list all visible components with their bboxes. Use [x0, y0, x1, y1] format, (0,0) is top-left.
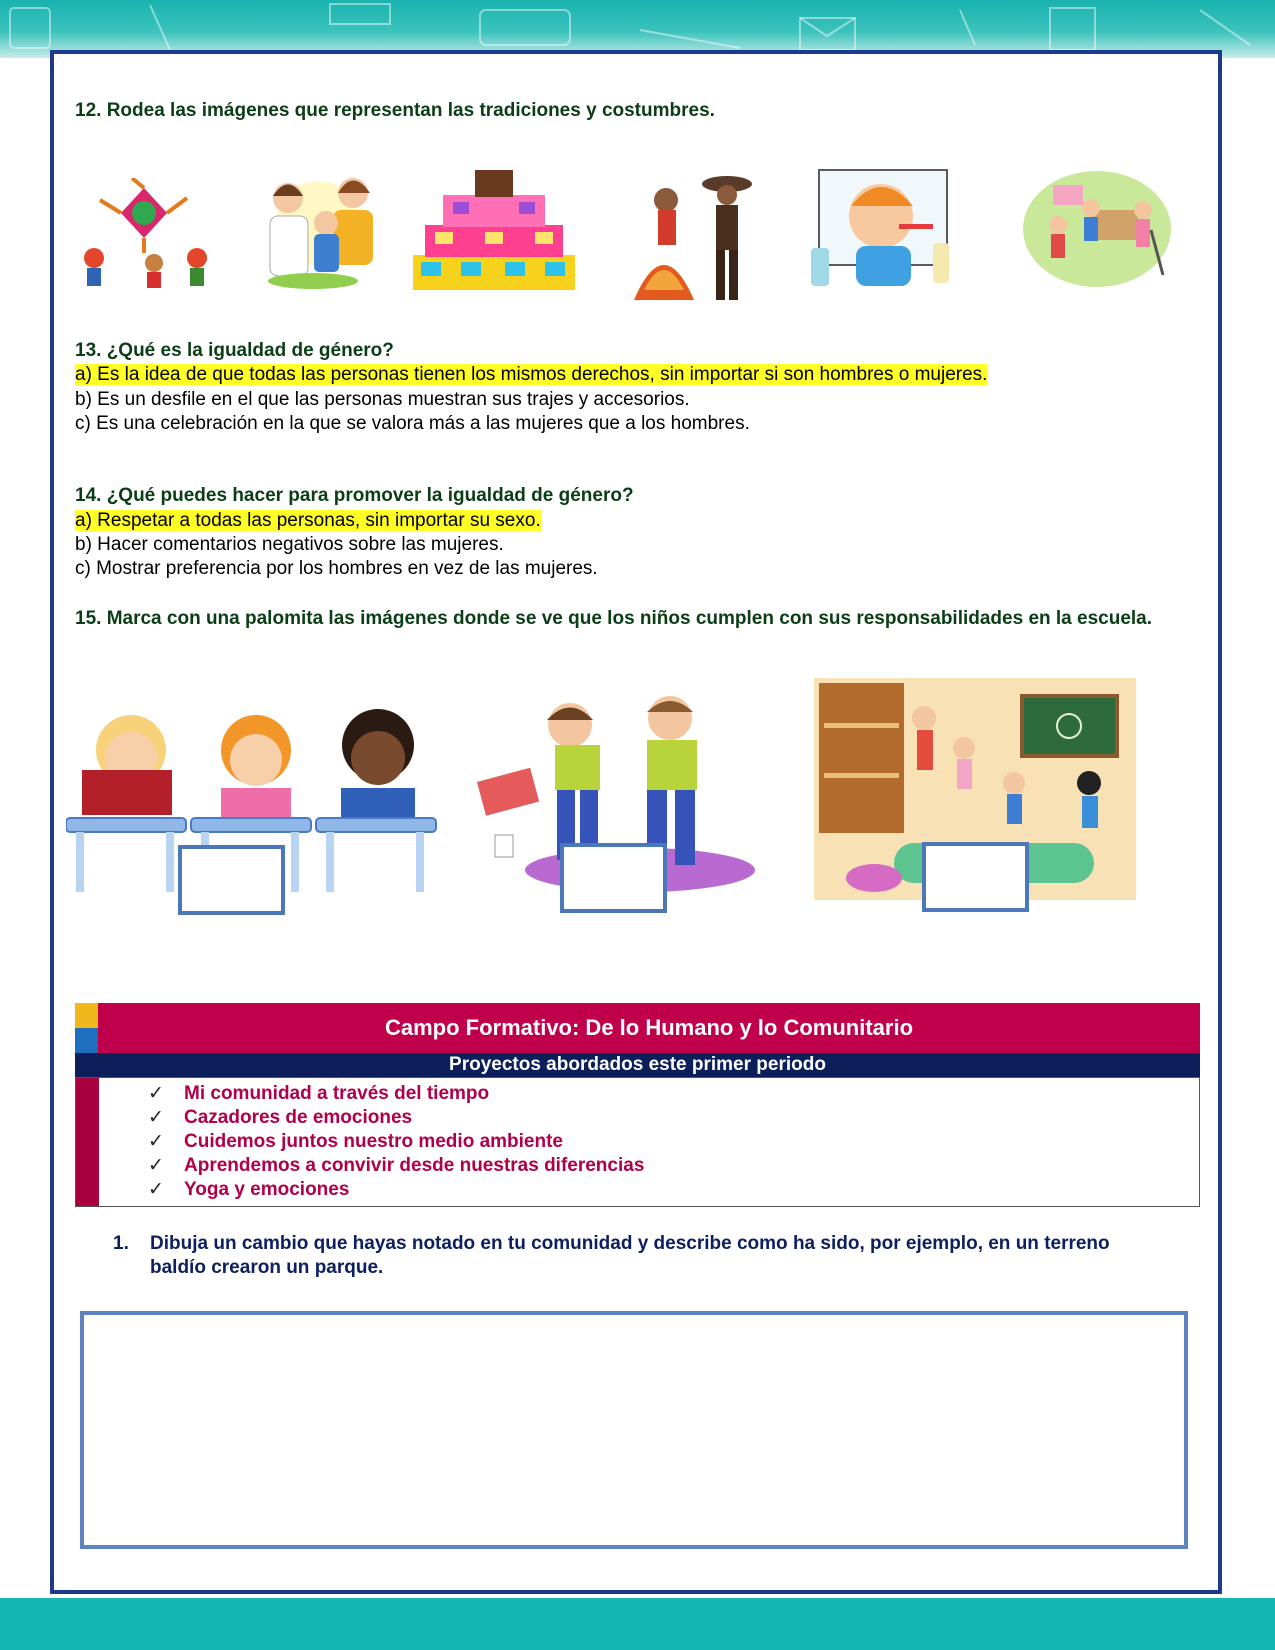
question-13-option-c[interactable]: c) Es una celebración en la que se valora más a las mujeres que a los hombres. — [75, 413, 750, 434]
checkbox-kids-tidying[interactable] — [922, 842, 1029, 912]
list-item — [148, 1178, 644, 1202]
question-14-option-b[interactable]: b) Hacer comentarios negativos sobre las mujeres. — [75, 534, 504, 555]
footer-band — [0, 1598, 1275, 1650]
pinata-children-icon[interactable] — [72, 178, 217, 293]
drawing-area[interactable] — [80, 1311, 1188, 1549]
question-15-title: 15. Marca con una palomita las imágenes donde se ve que los niños cumplen con sus responsabilidades en la escuela. — [75, 608, 1153, 629]
list-item — [148, 1130, 644, 1154]
question-13-title: 13. ¿Qué es la igualdad de género? — [75, 340, 394, 361]
projects-box — [75, 1077, 1200, 1207]
projects-side-bar — [76, 1078, 99, 1206]
question-14-option-a[interactable] — [75, 509, 541, 533]
section-header — [75, 1003, 1200, 1053]
project-label: Aprendemos a convivir desde nuestras diferencias — [184, 1155, 645, 1176]
question-13-option-a[interactable] — [75, 363, 987, 387]
question-14-option-c[interactable]: c) Mostrar preferencia por los hombres en vez de las mujeres. — [75, 558, 598, 579]
question-12-title: 12. Rodea las imágenes que representan las tradiciones y costumbres. — [75, 100, 715, 121]
day-of-dead-altar-icon[interactable] — [413, 170, 575, 290]
section-subtitle: Proyectos abordados este primer periodo — [75, 1053, 1200, 1077]
project-label: Mi comunidad a través del tiempo — [184, 1083, 490, 1104]
doctor-visit-icon[interactable] — [258, 168, 378, 293]
section-accent-blue — [75, 1028, 98, 1053]
checkmark-icon: ✓ — [148, 1107, 164, 1128]
question-13-option-b[interactable]: b) Es un desfile en el que las personas muestran sus trajes y accesorios. — [75, 389, 690, 410]
list-item — [148, 1154, 644, 1178]
checkmark-icon: ✓ — [148, 1083, 164, 1104]
project-label: Cazadores de emociones — [184, 1107, 413, 1128]
kids-cleaning-room-icon[interactable] — [1023, 170, 1171, 288]
checkmark-icon: ✓ — [148, 1155, 164, 1176]
list-item — [148, 1106, 644, 1130]
list-item — [148, 1082, 644, 1106]
checkmark-icon: ✓ — [148, 1131, 164, 1152]
project-label: Cuidemos juntos nuestro medio ambiente — [184, 1131, 563, 1152]
project-label: Yoga y emociones — [184, 1179, 350, 1200]
answer-highlight: a) Respetar a todas las personas, sin importar su sexo. — [75, 510, 541, 531]
section-title: Campo Formativo: De lo Humano y lo Comunitario — [384, 1015, 914, 1040]
task-text: Dibuja un cambio que hayas notado en tu comunidad y describe como ha sido, por ejemplo, en un terreno baldío crearon un parque. — [150, 1233, 1110, 1278]
task-number: 1. — [113, 1233, 129, 1254]
folk-dancers-icon[interactable] — [624, 170, 764, 305]
question-14-title: 14. ¿Qué puedes hacer para promover la igualdad de género? — [75, 485, 634, 506]
section-accent-yellow — [75, 1003, 98, 1028]
checkbox-boys-fighting[interactable] — [560, 843, 667, 913]
answer-highlight: a) Es la idea de que todas las personas tienen los mismos derechos, sin importar si son hombres o mujeres. — [75, 364, 988, 385]
checkmark-icon: ✓ — [148, 1179, 164, 1200]
checkbox-kids-reading[interactable] — [178, 845, 285, 915]
projects-list — [148, 1082, 644, 1202]
boy-brushing-teeth-icon[interactable] — [811, 168, 956, 296]
